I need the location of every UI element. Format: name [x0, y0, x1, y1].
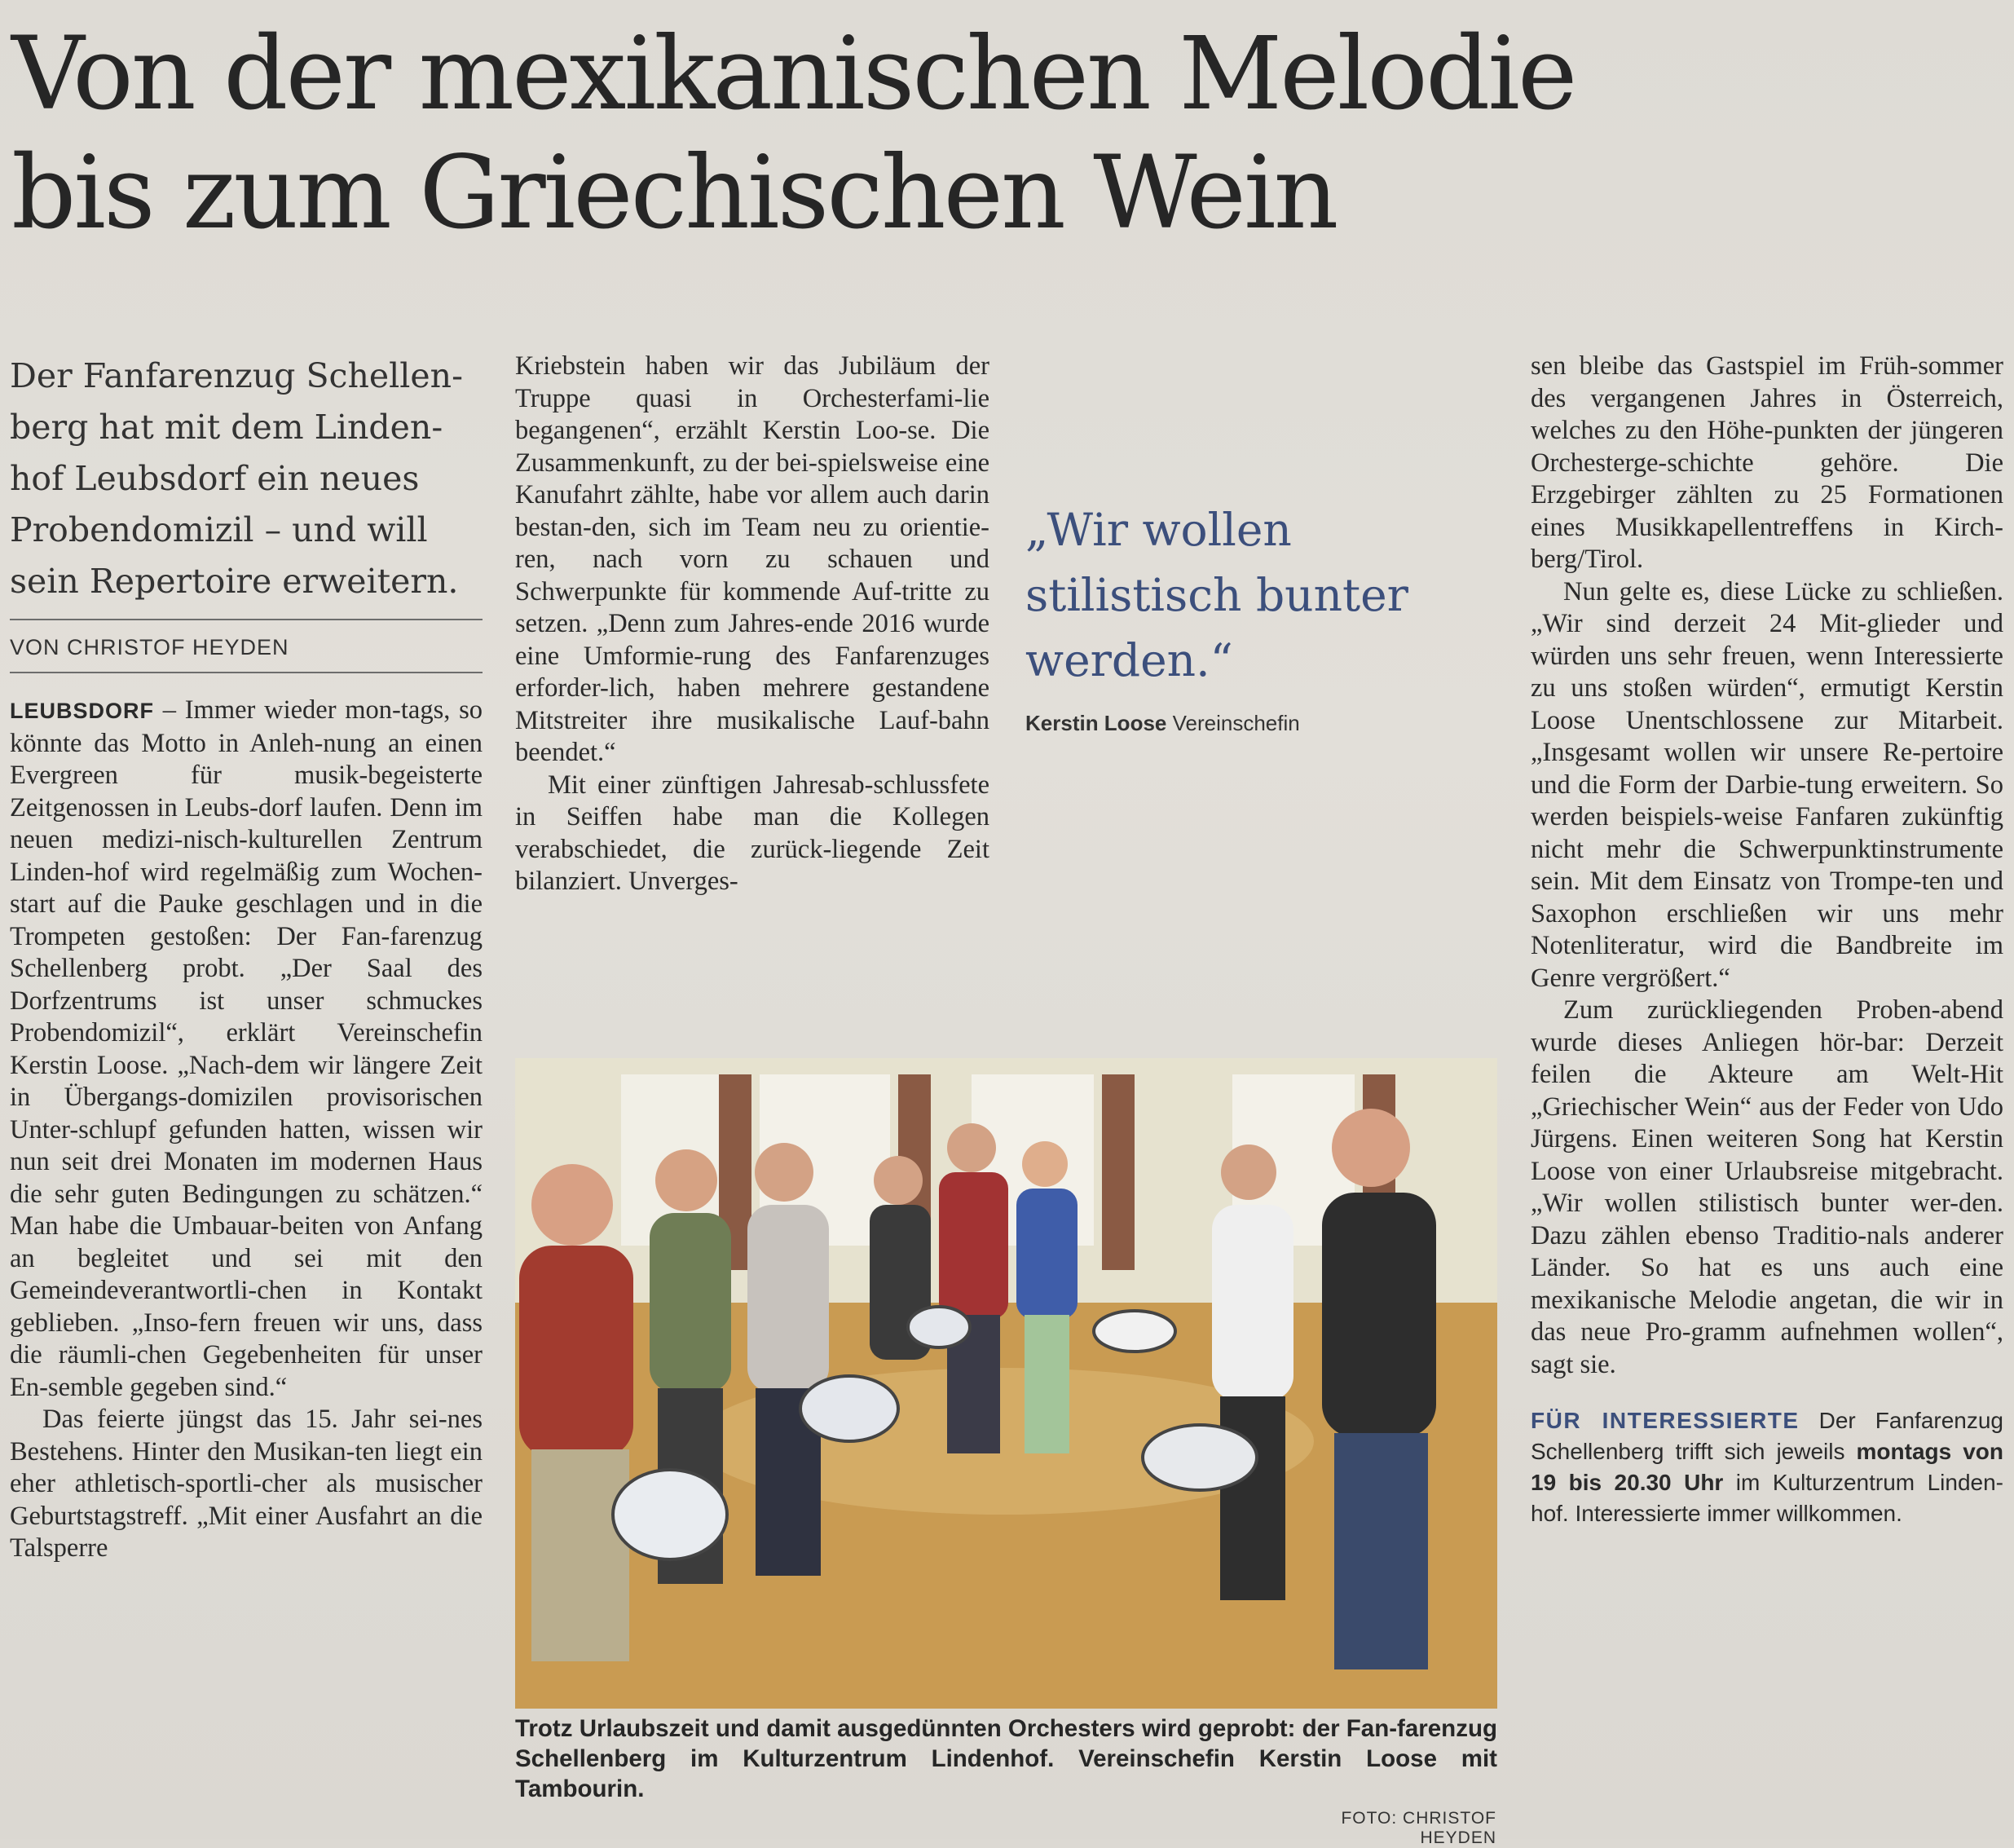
- snare-drum: [1143, 1425, 1257, 1490]
- column-2-text: [515, 351, 989, 898]
- photo-illustration: [515, 1058, 1497, 1709]
- quote-role: Vereinschefin: [1172, 711, 1300, 735]
- column-3-text: [1531, 351, 2003, 1381]
- column-2: [515, 351, 989, 898]
- snare-drum: [613, 1470, 727, 1559]
- pull-quote: [1025, 497, 1482, 736]
- info-box: [1531, 1405, 2003, 1529]
- divider: [10, 619, 483, 620]
- photo-credit: FOTO: CHRISTOF HEYDEN: [1341, 1809, 1496, 1847]
- curtain: [1102, 1074, 1135, 1270]
- musician-right-trumpet: [1212, 1145, 1293, 1600]
- paragraph: – Immer wieder mon-tags, so könnte das Motto in Anleh-nung an einen Evergreen für musik-begeisterte Zeitgenossen in Leubs-dorf laufen. Denn im neuen medizi-nisch-kulturellen Zentrum Linden-hof wird regelmäßig zum Wochen-start auf die Pauke geschlagen und in die Trompeten gestoßen: Der Fan-farenzug Schellenberg probt. „Der Saal des Dorfzentrums ist unser schmuckes Probendomizil“, erklärt Vereinschefin Kerstin Loose. „Nach-dem wir längere Zeit in Übergangs-domizilen provisorischen Unter-schlupf gefunden hatten, wissen wir nun seit drei Monaten im modernen Haus die sehr guten Bedingungen zu schätzen.“ Man habe die Umbauar-beiten von Anfang an begleitet und sei mit den Gemeindeverantwortli-chen in Kontakt geblieben. „Inso-fern freuen wir uns, dass die räumli-chen Gegebenheiten für unser En-semble gegeben sind.“: [10, 695, 483, 1402]
- paragraph: Das feierte jüngst das 15. Jahr sei-nes Bestehens. Hinter den Musikan-ten liegt ein eher athletisch-sportli-cher als musischer Geburtstagstreff. „Mit einer Ausfahrt an die Talsperre: [10, 1405, 483, 1563]
- photo-caption: Trotz Urlaubszeit und damit ausgedünnten Orchesters wird geprobt: der Fan-farenzug Schellenberg im Kulturzentrum Lindenhof. Vereinschefin Kerstin Loose mit Tambourin.: [515, 1715, 1497, 1802]
- column-1: [10, 351, 483, 1565]
- headline-line-1: Von der mexikanischen Melodie: [11, 15, 1576, 133]
- teaser: Der Fanfarenzug Schellen-berg hat mit dem Linden-hof Leubsdorf ein neues Probendomizil – und will sein Repertoire erweitern.: [10, 356, 463, 601]
- dateline: LEUBSDORF: [10, 699, 154, 723]
- paragraph: Mit einer zünftigen Jahresab-schlussfete in Seiffen habe man die Kollegen verabschiedet, die zurück-liegende Zeit bilanziert. Unverges-: [515, 770, 989, 896]
- paragraph: Kriebstein haben wir das Jubiläum der Truppe quasi in Orchesterfami-lie begangenen“, erzählt Kerstin Loo-se. Die Zusammenkunft, zu der bei-spielsweise eine Kanufahrt zählte, habe vor allem auch darin bestan-den, sich im Team neu zu orientie-ren, nach vorn zu schauen und Schwerpunkte für kommende Auf-tritte zu setzen. „Denn zum Jahres-ende 2016 wurde eine Umformie-rung des Fanfarenzuges erforder-lich, haben mehrere gestandene Mitstreiter ihre musikalische Lauf-bahn beendet.“: [515, 351, 989, 767]
- paragraph: sen bleibe das Gastspiel im Früh-sommer des vergangenen Jahres in Österreich, welches zu den Höhe-punkten der jüngeren Orchesterge-schichte gehöre. Die Erzgebirger zählten zu 25 Formationen eines Musikkapellentreffens in Kirch-berg/Tirol.: [1531, 351, 2003, 574]
- column-3: [1531, 351, 2003, 1529]
- photo-band-rehearsal: [515, 1058, 1497, 1709]
- quote-author: Kerstin Loose: [1025, 711, 1167, 735]
- info-highlight: montags von 19 bis 20.30 Uhr: [1531, 1439, 2004, 1495]
- info-text: Der Fanfarenzug Schellenberg trifft sich jeweils: [1531, 1408, 2003, 1464]
- info-label: FÜR INTERESSIERTE: [1531, 1408, 1800, 1433]
- paragraph: Nun gelte es, diese Lücke zu schließen. „Wir sind derzeit 24 Mit-glieder und würden uns sehr freuen, wenn Interessierte zu uns stoßen würden“, ermutigt Kerstin Loose Unentschlossene zur Mitarbeit. „Insgesamt wollen wir unsere Re-pertoire und die Form der Darbie-tung erweitern. So werden beispiels-weise Fanfaren zukünftig nicht mehr die Schwerpunktinstrumente sein. Mit dem Einsatz von Trompe-ten und Saxophon erschließen wir uns mehr Notenliteratur, wird die Bandbreite im Genre vergrößert.“: [1531, 576, 2003, 993]
- headline: [11, 15, 2000, 253]
- divider: [10, 672, 483, 673]
- byline: VON CHRISTOF HEYDEN: [10, 635, 289, 659]
- snare-drum: [1094, 1311, 1175, 1352]
- snare-drum: [800, 1376, 898, 1441]
- snare-drum: [908, 1307, 970, 1347]
- headline-line-2: bis zum Griechischen Wein: [11, 135, 1337, 252]
- column-1-text: [10, 695, 483, 1565]
- quote-attribution: [1025, 711, 1482, 736]
- quote-text: „Wir wollen stilistisch bunter werden.“: [1025, 504, 1408, 686]
- info-text: im Kulturzentrum Linden-hof. Interessierte immer willkommen.: [1531, 1470, 2004, 1526]
- paragraph: Zum zurückliegenden Proben-abend wurde dieses Anliegen hör-bar: Derzeit feilen die Akteure am Welt-Hit „Griechischer Wein“ aus der Feder von Udo Jürgens. Einen weiteren Song hat Kerstin Loose von einer Urlaubsreise mitgebracht. „Wir wollen stilistisch bunter wer-den. Dazu zählen ebenso Traditio-nals anderer Länder. So hat es uns auch eine mexikanische Melodie angetan, die wir in das neue Pro-gramm aufnehmen wollen“, sagt sie.: [1531, 995, 2003, 1379]
